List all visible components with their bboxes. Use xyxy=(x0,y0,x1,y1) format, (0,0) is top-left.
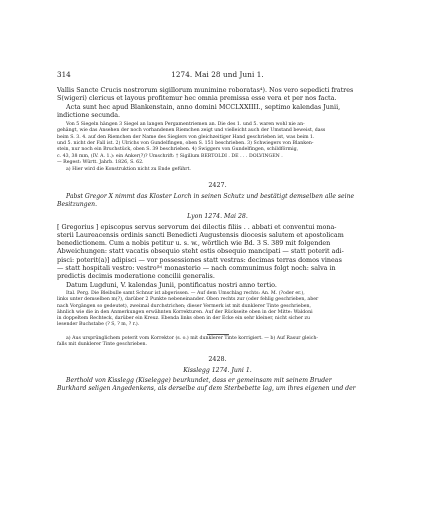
regest-line: Besitzungen. xyxy=(57,200,98,208)
body-line: predictis decimis moderatione concilii generalis. xyxy=(57,272,215,281)
charter-number: 2428. xyxy=(208,355,227,364)
charter-text xyxy=(57,223,378,289)
regest-line: Pabst Gregor X nimmt das Kloster Lorch in seinen Schutz und bestätigt demselben alle seine xyxy=(66,192,355,200)
footnote-a: a) Hier wird die Konstruktion nicht zu Ende geführt. xyxy=(66,167,191,173)
footnote-ab: falls mit dunklerer Tinte geschrieben. xyxy=(57,342,148,348)
note-line: stein, nur noch ein Bruchstück, oben S. 39 beschrieben. 4) Swiggers von Gundelfingen, schildförmig, xyxy=(57,147,299,153)
body-line: sterii Laureacensis ordinis sancti Benedicti Augustensis diocesis salutem et apostolicam xyxy=(57,230,344,239)
footnote-ab: a) Aus ursprünglichem poterit vom Korrektor (s. o.) mit dunklerer Tinte korrigiert. — b) Auf Rasur gleich- xyxy=(66,335,318,341)
body-line: Datum Lugduni, V. kalendas Junii, pontificatus nostri anno tertio. xyxy=(66,280,277,289)
charter-dateline: Lyon 1274. Mai 28. xyxy=(187,212,248,220)
page-header xyxy=(57,70,378,79)
note-line: beim S. 3. 4. auf den Riemchen der Name des Sieglers von gleichzeitiger Hand geschrieben ist, was beim 1. xyxy=(57,134,315,140)
charter-2427-notes xyxy=(57,291,378,348)
note-line: — Regest: Württ. Jahrb. 1826, S. 62. xyxy=(57,159,144,165)
note-line: lesender Buchstabe (? S, ? m, ? r.). xyxy=(57,322,140,328)
charter-dateline: Kisslegg 1274. Juni 1. xyxy=(183,367,252,375)
page-number: 314 xyxy=(57,70,71,79)
note-line: nach Vorgängen so gedeutet), zweimal durchstrichen; dieser Vermerk ist mit dunklerer Tinte geschrieben, xyxy=(57,303,311,309)
body-line: Vallis Sancte Crucis nostrorum sigillorum munimine roboratas⁴). Nos vero sepedicti fratres xyxy=(57,86,354,94)
note-line: gehängt, wie das Ansehen der noch vorhandenen Riemchen zeigt und vielleicht auch der Umstand beweist, dass xyxy=(57,128,326,134)
note-line: und 5. nicht der Fall ist. 2) Ulrichs von Gundelfingen, oben S. 151 beschrieben. 3) Schwiegers von Blanken- xyxy=(57,141,314,147)
note-line: c. 43, 38 mm, (IV. A. 1.): ein Anker(?)? Umschrift: † Sigillum BERTOLDI . DE . . . DOLVINGEN . xyxy=(57,153,283,159)
charter-2427 xyxy=(57,181,378,349)
charter-2428 xyxy=(57,355,378,393)
note-line: Ital. Perg. Die Bleibulle samt Schnur ist abgerissen. — Auf dem Umschlag rechts: An. M. (?oder er.), xyxy=(66,290,305,296)
charter-regest xyxy=(57,193,378,209)
note-line: links unter demselben m(?), darüber 2 Punkte nebeneinander. Oben rechts zur (oder fehlig geschrieben, aber xyxy=(57,297,319,303)
body-line: Acta sunt hec apud Blankenstain, anno domini MCCLXXIIII., septimo kalendas Junii, xyxy=(66,102,341,111)
charter-regest xyxy=(57,377,378,393)
text-block xyxy=(57,70,378,393)
body-line: Abweichungen: statt vacatis obsequio steht estis obsequio mancipati — statt poterit adi- xyxy=(57,247,344,256)
body-line: indictione secunda. xyxy=(57,110,121,119)
charter-2426-notes xyxy=(57,122,378,173)
body-line: [ Gregorius ] episcopus servus servorum dei dilectis filiis . . abbati et conventui mona- xyxy=(57,222,337,231)
running-title: 1274. Mai 28 und Juni 1. xyxy=(171,70,264,79)
body-line: benedictionem. Cum a nobis petitur u. s. w., wörtlich wie Bd. 3 S. 389 mit folgenden xyxy=(57,239,331,248)
charter-number: 2427. xyxy=(208,180,227,189)
body-line: — statt hospitali vestro: vestro⁽ᵇ⁾ monasterio — nach communimus folgt noch: salva in xyxy=(57,264,336,273)
body-line: pisci: poterit(a)] adipisci — vor possessiones statt vestras: decimas terras domos vineas xyxy=(57,255,342,264)
regest-line: Burkhard seligen Angedenkens, als derselbe auf dem Sterbebette lag, um ihres eigenen und der xyxy=(57,385,356,393)
note-line: in doppeltem Rechteck, darüber ein Kreuz. Ebenda links oben in der Ecke ein sehr kleiner, nicht sicher zu xyxy=(57,316,311,322)
note-divider xyxy=(207,334,229,335)
regest-line: Berthold von Kisslegg (Kiselegge) beurkundet, dass er gemeinsam mit seinem Bruder xyxy=(66,377,332,385)
charter-2426-end xyxy=(57,86,378,174)
note-line: ähnlich wie die in den Anmerkungen erwähnten Korrekturen. Auf der Rückseite oben in der Mitte: Waldoni xyxy=(57,309,313,315)
body-line: S(wigeri) clericus et layous profitemur hec omnia premissa esse vera et per nos facta. xyxy=(57,94,337,103)
note-line: Von 5 Siegeln hängen 3 Siegel an langen Pergamentriemen an. Die des 1. und 5. waren wohl nie an- xyxy=(66,122,305,128)
